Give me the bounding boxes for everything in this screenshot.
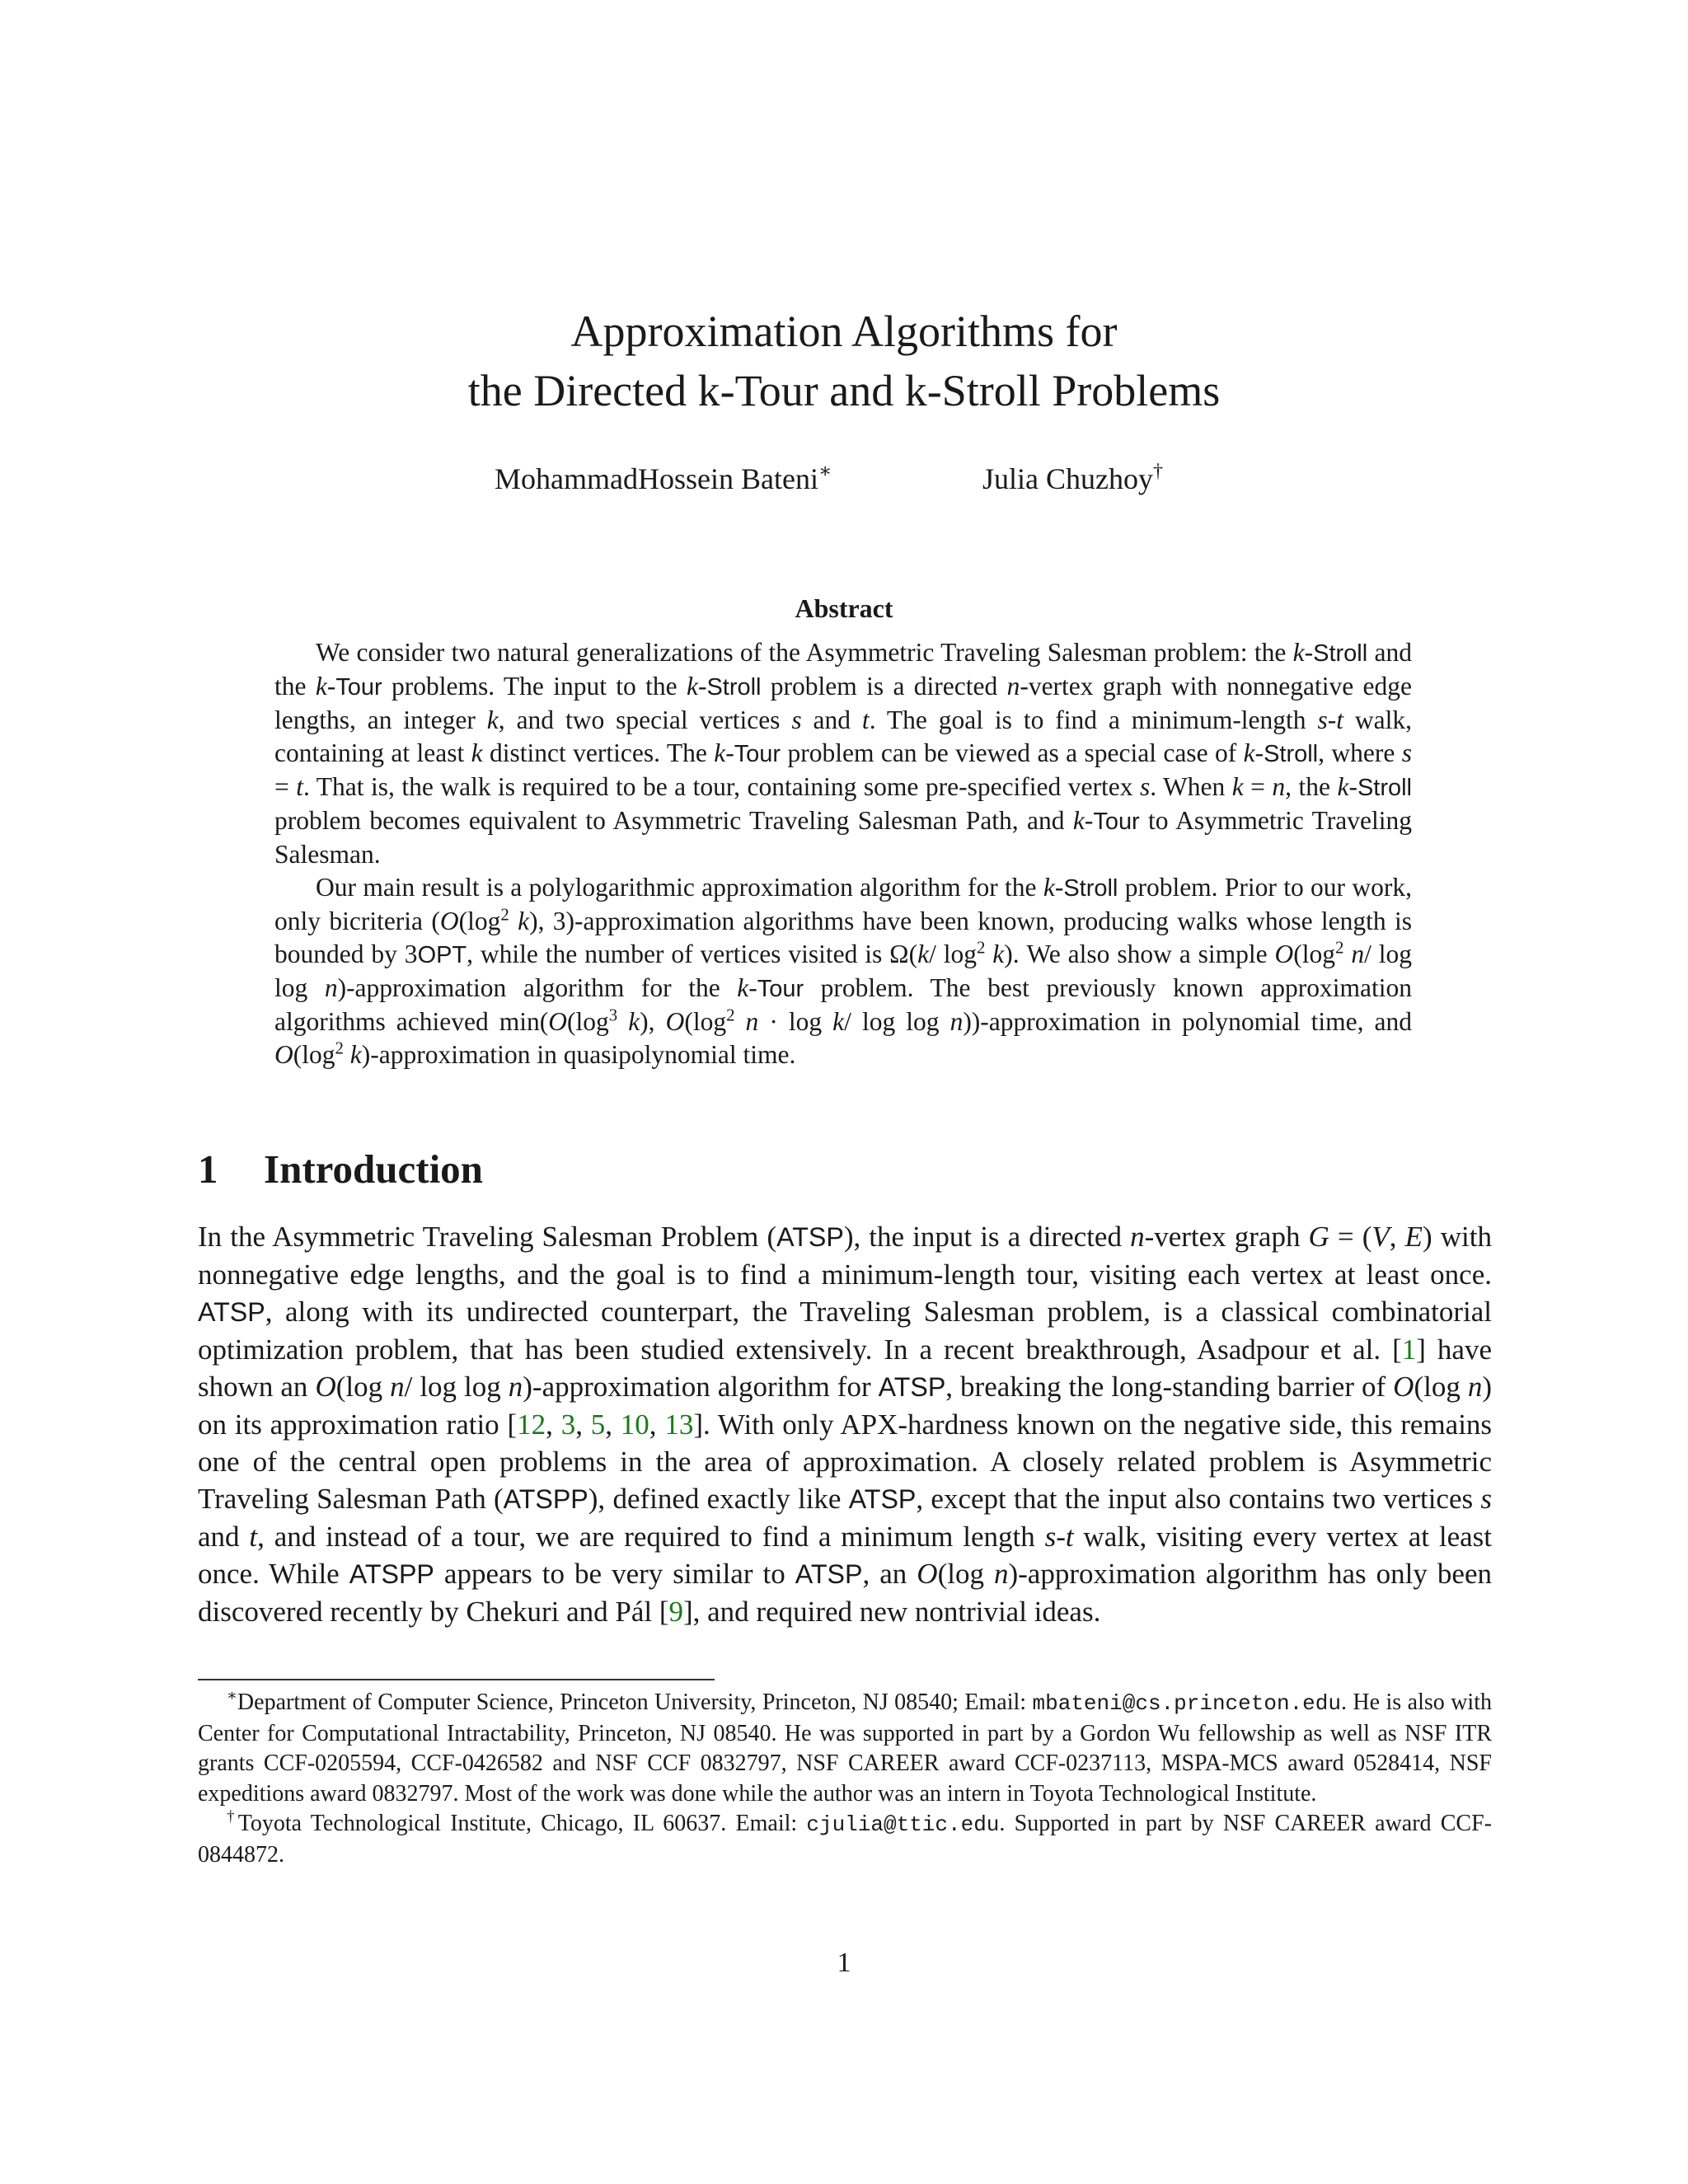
citation-link[interactable]: 3 xyxy=(560,1408,576,1441)
author-1 xyxy=(495,462,832,496)
citation-link[interactable]: 5 xyxy=(590,1408,606,1441)
citation-link[interactable]: 13 xyxy=(664,1408,694,1441)
page-number: 1 xyxy=(837,1947,851,1978)
citation-link[interactable]: 9 xyxy=(668,1596,683,1628)
section-heading xyxy=(198,1146,483,1193)
author-2-mark: † xyxy=(1152,461,1163,482)
section-number: 1 xyxy=(198,1146,218,1192)
author-2 xyxy=(982,462,1163,496)
introduction-paragraph: In the Asymmetric Traveling Salesman Problem (ATSP), the input is a directed n-vertex graph G = (V, E) with nonnegative edge lengths, and the goal is to find a minimum-length tour, visiting each vertex at least once. ATSP, along with its undirected counterpart, the Traveling Salesman problem, is a classical combinatorial optimization problem, that has been studied extensively. In a recent breakthrough, Asadpour et al. [1] have shown an O(log n/ log log n)-approximation algorithm for ATSP, breaking the long-standing barrier of O(log n) on its approximation ratio [12, 3, 5, 10, 13]. With only APX-hardness known on the negative side, this remains one of the central open problems in the area of approximation. A closely related problem is Asymmetric Traveling Salesman Path (ATSPP), defined exactly like ATSP, except that the input also contains two vertices s and t, and instead of a tour, we are required to find a minimum length s-t walk, visiting every vertex at least once. While ATSPP appears to be very similar to ATSP, an O(log n)-approximation algorithm has only been discovered recently by Chekuri and Pál [9], and required new nontrivial ideas. xyxy=(198,1221,1493,1628)
footnote-rule xyxy=(198,1679,715,1680)
citation-link[interactable]: 10 xyxy=(620,1408,649,1441)
paper-title xyxy=(0,302,1688,420)
abstract-body xyxy=(274,636,1412,1071)
footnote-1: ∗Department of Computer Science, Princeton University, Princeton, NJ 08540; Email: mbateni@cs.princeton.edu. He is also with Center for Computational Intractability, Princeton, NJ 08540. He was supported in part by a Gordon Wu fellowship as well as NSF ITR grants CCF-0205594, CCF-0426582 and NSF CCF 0832797, NSF CAREER award CCF-0237113, MSPA-MCS award 0528414, NSF expeditions award 0832797. Most of the work was done while the author was an intern in Toyota Technological Institute. xyxy=(198,1687,1492,1807)
abstract-heading: Abstract xyxy=(795,593,893,623)
footnote-email-2[interactable]: cjulia@ttic.edu xyxy=(806,1812,1000,1837)
abstract-paragraph-1: We consider two natural generalizations of the Asymmetric Traveling Salesman problem: the k-Stroll and the k-Tour problems. The input to the k-Stroll problem is a directed n-vertex graph with nonnegative edge lengths, an integer k, and two special vertices s and t. The goal is to find a minimum-length s-t walk, containing at least k distinct vertices. The k-Tour problem can be viewed as a special case of k-Stroll, where s = t. That is, the walk is required to be a tour, containing some pre-specified vertex s. When k = n, the k-Stroll problem becomes equivalent to Asymmetric Traveling Salesman Path, and k-Tour to Asymmetric Traveling Salesman. xyxy=(274,638,1413,869)
abstract-paragraph-2: Our main result is a polylogarithmic approximation algorithm for the k-Stroll problem. Prior to our work, only bicriteria ($O(\log^2$ k), 3)-approximation algorithms have been known, producing walks whose length is bounded by 3OPT, while the number of vertices visited is Ω(k/ $\log^2 k$). We also show a simple $O(\log^2$ n/ log log n)-approximation algorithm for the k-Tour problem. The best previously known approximation algorithms achieved $\min(O(\log^3$ k), $O(\log^2$ n · log k/ log log n))-approximation in polynomial time, and $O(\log^2$ k)-approximation in quasipolynomial time. xyxy=(274,873,1413,1069)
footnote-email-1[interactable]: mbateni@cs.princeton.edu xyxy=(1032,1691,1341,1716)
title-line-2: the Directed k-Tour and k-Stroll Problems xyxy=(467,366,1221,415)
introduction-body xyxy=(198,1218,1492,1630)
footnote-2: †Toyota Technological Institute, Chicago, IL 60637. Email: cjulia@ttic.edu. Supported in part by NSF CAREER award CCF-0844872. xyxy=(198,1808,1492,1868)
citation-link[interactable]: 12 xyxy=(517,1408,546,1441)
footnotes xyxy=(198,1688,1492,1870)
author-1-name: MohammadHossein Bateni xyxy=(495,462,818,495)
citation-link[interactable]: 1 xyxy=(1401,1333,1417,1366)
author-2-name: Julia Chuzhoy xyxy=(982,462,1153,495)
title-line-1: Approximation Algorithms for xyxy=(570,307,1118,356)
section-title: Introduction xyxy=(264,1146,483,1192)
author-1-mark: ∗ xyxy=(818,461,832,482)
author-list xyxy=(0,462,1688,503)
